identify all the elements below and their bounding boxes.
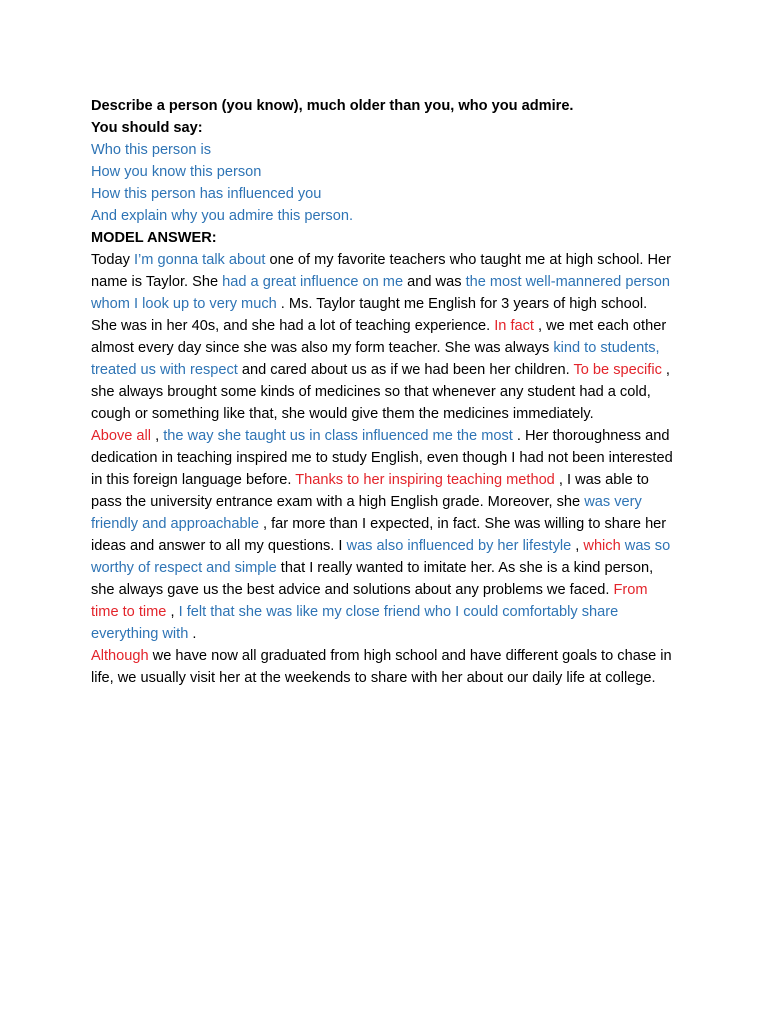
cue-item: And explain why you admire this person. <box>91 208 354 224</box>
answer-text: , <box>166 604 179 620</box>
key-phrase: the way she taught us in class influenced me the most <box>163 428 513 444</box>
answer-text: . Ms. Taylor taught me English for 3 years of high school. She was in her 40s, and she had a lot of teaching experience. <box>91 296 648 334</box>
model-answer-heading: MODEL ANSWER: <box>91 230 217 246</box>
answer-paragraph <box>91 425 676 645</box>
answer-text: , we met each other almost every day since she was also my form teacher. She was always <box>91 318 667 356</box>
answer-text: , <box>151 428 164 444</box>
answer-text: that I really wanted to imitate her. As she is a kind person, she always gave us the best advice and solutions about any problems we faced. <box>91 560 654 598</box>
key-phrase: was so worthy of respect and simple <box>91 538 671 576</box>
answer-text: . Her thoroughness and dedication in teaching inspired me to study English, even though I had not been interested in this foreign language before. <box>91 428 673 488</box>
answer-text: . <box>188 626 197 642</box>
key-phrase: kind to students, treated us with respect <box>91 340 660 378</box>
answer-text: one of my favorite teachers who taught me at high school. Her name is Taylor. She <box>91 252 672 290</box>
key-phrase: I’m gonna talk about <box>134 252 266 268</box>
cue-item: Who this person is <box>91 142 212 158</box>
linking-phrase: In fact <box>494 318 534 334</box>
answer-text: , she always brought some kinds of medicines so that whenever any student had a cold, cough or something like that, she would give them the medicines immediately. <box>91 362 670 422</box>
answer-text: , <box>571 538 584 554</box>
key-phrase: was also influenced by her lifestyle <box>346 538 572 554</box>
key-phrase: was very friendly and approachable <box>91 494 642 532</box>
cue-item: How this person has influenced you <box>91 186 322 202</box>
key-phrase: the most well-mannered person whom I look up to very much <box>91 274 670 312</box>
answer-paragraph <box>91 645 676 689</box>
answer-paragraph <box>91 249 676 425</box>
answer-text: , far more than I expected, in fact. She was willing to share her ideas and answer to all my questions. I <box>91 516 667 554</box>
answer-text: , I was able to pass the university entrance exam with a high English grade. Moreover, she <box>91 472 649 510</box>
key-phrase: had a great influence on me <box>222 274 404 290</box>
answer-text: Today <box>91 252 134 268</box>
cue-item: How you know this person <box>91 164 262 180</box>
linking-phrase: which <box>583 538 621 554</box>
answer-text: and was <box>403 274 466 290</box>
linking-phrase: To be specific <box>573 362 662 378</box>
key-phrase: I felt that she was like my close friend who I could comfortably share everything with <box>91 604 619 642</box>
answer-body <box>91 249 676 689</box>
linking-phrase: Above all <box>91 428 152 444</box>
linking-phrase: From time to time <box>91 582 648 620</box>
linking-phrase: Thanks to her inspiring teaching method <box>295 472 555 488</box>
answer-text: and cared about us as if we had been her children. <box>237 362 574 378</box>
linking-phrase: Although <box>91 648 149 664</box>
answer-text: we have now all graduated from high school and have different goals to chase in life, we usually visit her at the weekends to share with her about our daily life at college. <box>91 648 672 686</box>
prompt-title: Describe a person (you know), much older than you, who you admire. <box>91 98 574 114</box>
prompt-should-say: You should say: <box>91 120 203 136</box>
